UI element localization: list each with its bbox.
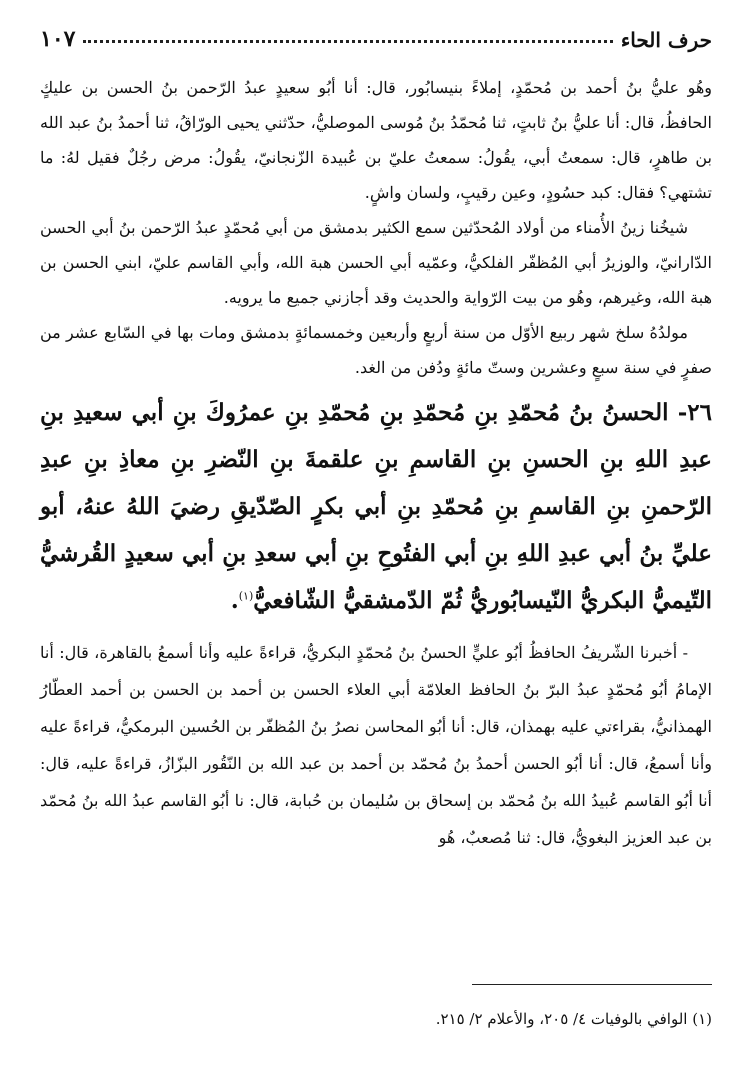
paragraph-birth-death: مولدُهُ سلخ شهر ربيع الأوّل من سنة أربعٍ وأربعين وخمسمائةٍ بدمشق ومات بها في السّابع عشر من صفرٍ في سنة سبعٍ وعشرين وستّ مائةٍ ودُفن من الغد. [40,323,712,377]
entry-heading-end: . [230,587,239,614]
paragraph-narration-1: وهُو عليُّ بنُ أحمد بن مُحمّدٍ، إملاءً بنيسابُور، قال: أنا أبُو سعيدٍ عبدُ الرّحمن بنُ الحسن بن عليكٍ الحافظُ، قال: أنا عليُّ بنُ ثابتٍ، ثنا مُحمّدُ بنُ مُوسى الموصليُّ، حدّثني يحيى الورّاقُ، ثنا أحمدُ بنُ عبد الله بن طاهرٍ، قال: سمعتُ أبي، يقُولُ: سمعتُ عليّ بن عُبيدة الزّنجانيّ، يقُولُ: مرض رجُلٌ فقيل لهُ: ما تشتهي؟ فقال: كبد حسُودٍ، وعين رقيبٍ، ولسان واشٍ. [40,78,712,202]
page-number: ١٠٧ [40,26,76,52]
narration-section [40,634,712,856]
body-text [40,70,712,385]
paragraph-narration-2: - أخبرنا الشّريفُ الحافظُ أبُو عليٍّ الحسنُ بنُ مُحمّدٍ البكريُّ، قراءةً عليه وأنا أسمعُ بالقاهرة، قال: أنا الإمامُ أبُو مُحمّدٍ عبدُ البرّ بنُ الحافظ العلامّة أبي العلاء الحسن بن أحمد بن الحسن بن أحمد العطّارُ الهمذانيُّ، بقراءتي عليه بهمذان، قال: أنا أبُو المحاسن نصرُ بنُ المُظفّر بن الحُسين البرمكيُّ، قراءةً عليه وأنا أسمعُ، قال: أنا أبُو الحسن أحمدُ بنُ مُحمّد بن أحمد بن عبد الله بن النّقُور البزّازُ، قراءةً عليه، قال: أنا أبُو القاسم عُبيدُ الله بنُ مُحمّد بن إسحاق بن سُليمان بن حُبابة، قال: نا أبُو القاسم عبدُ الله بنُ مُحمّد بن عبد العزيز البغويُّ، قال: ثنا مُصعبٌ، هُو [39,643,713,847]
header-dotted-leader [83,40,612,43]
entry-heading-text: ٢٦- الحسنُ بنُ مُحمّدِ بنِ مُحمّدِ بنِ مُحمّدِ بنِ عمرُوكَ بنِ أبي سعيدِ بنِ عبدِ اللهِ بنِ الحسنِ بنِ القاسمِ بنِ علقمةَ بنِ النّضرِ بنِ معاذِ بنِ عبدِ الرّحمنِ بنِ القاسمِ بنِ مُحمّدِ بنِ أبي بكرٍ الصّدّيقِ رضيَ اللهُ عنهُ، أبو عليِّ بنُ أبي عبدِ اللهِ بنِ أبي الفتُوحِ بنِ أبي سعدِ بنِ أبي سعيدٍ القُرشيُّ التّيميُّ البكريُّ النّيسابُوريُّ ثُمّ الدّمشقيُّ الشّافعيُّ [40,399,712,614]
entry-heading [40,389,712,624]
running-title: حرف الحاء [620,28,712,52]
footnote: (١) الوافي بالوفيات ٤/ ٢٠٥، والأعلام ٢/ ٢١٥. [435,1010,712,1028]
page-header [40,14,712,50]
book-page [40,14,712,1070]
footnote-divider [472,984,712,985]
footnote-marker: (١) [238,589,254,603]
paragraph-biography: شيخُنا زينُ الأُمناء من أولاد المُحدّثين سمع الكثير بدمشق من أبي مُحمّدٍ عبدُ الرّحمن بنُ أبي الحسن الدّارانيّ، والوزيرُ أبي المُظفّر الفلكيُّ، وعمّيه أبي الحسن هبة الله، وأبي القاسم عليّ، ابني الحسن بن هبة الله، وغيرهم، وهُو من بيت الرّواية والحديث وقد أجازني جميع ما يرويه. [40,218,712,307]
